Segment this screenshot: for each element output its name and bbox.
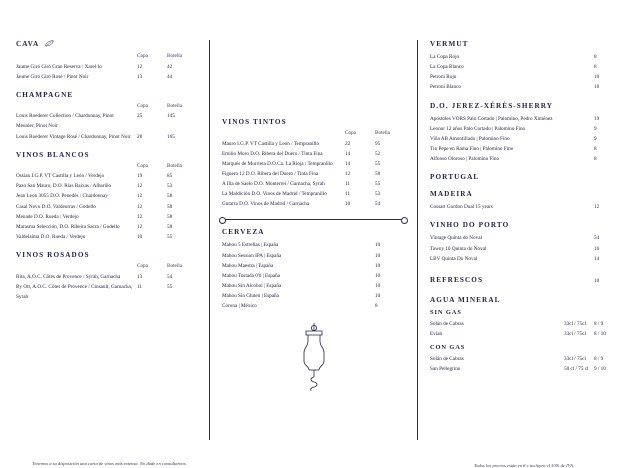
list-item: San Pellegrino 50 cl / 75 cl 9 / 10 [430,366,606,373]
list-item: Cossart Gordon Dual 15 years 12 [430,204,600,211]
section-title-vermut: VERMUT [430,40,469,48]
list-item: A Illa de Saelo D.O. Monterrei / Garnacha, Syrah 11 55 [222,181,381,188]
section-agua-mineral [430,296,624,375]
section-champagne [16,91,197,142]
price-headers: Copa Botella [137,102,182,109]
section-cerveza [222,228,405,311]
list-item: Mauro I.G.P. VT Castilla y León / Tempranillo 22 95 [222,140,381,147]
price-headers: Copa Botella [345,130,390,136]
price-headers: Copa Botella [137,263,182,270]
list-item: Emilio Moro D.O. Ribera del Duero / Tinta Fina 14 52 [222,150,381,157]
list-item: La Copa Rojo 8 [430,54,597,60]
section-cava [16,40,197,82]
list-item: Louis Roederer Vintage Rosé / Chardonnay, Pinot Noir 28 165 [16,133,175,140]
list-item: LBV Quinta Do Noval 14 [430,255,600,262]
section-title-champagne: CHAMPAGNE [16,90,74,99]
list-item: Evian 33cl / 75cl 8 / 10 [430,331,606,337]
section-title-madeira: MADEIRA [430,190,473,199]
list-item: Petroni Rojo 10 [430,74,600,81]
list-item: Figuero 12 D.O. Ribera del Duero / Tinta Fina 12 58 [222,170,381,177]
section-title-cava: CAVA [16,40,197,49]
left-footer-note: Tenemos a su disposición una carta de vinos más extensa. No dude en consultarnos. [32,460,187,466]
list-item: Mahou Session IPA | España 10 [222,252,381,259]
section-vermut [430,40,624,93]
section-title-vinos-rosados: VINOS ROSADOS [16,251,90,260]
list-item: Mahou Tostada 0'0 | España 10 [222,272,381,279]
section-title-jerez: D.O. JEREZ-XÉRÈS-SHERRY [430,101,554,110]
section-madeira [430,190,624,212]
list-item: Vintage Quinta do Noval 54 [430,235,600,242]
section-title-vinos-tintos: VINOS TINTOS [222,118,287,126]
section-vinos-rosados [16,251,197,302]
list-item: Tío Pepe en Rama Fino | Palomino Fino 8 [430,145,597,152]
list-item: Ossian I.G.P. VT Castilla y León / Verdejo 19 85 [16,173,173,180]
list-item: Leonor 12 años Palo Cortado | Palomino Fino 9 [430,125,597,132]
list-item: Mahou Sin Gluten | España 10 [222,293,381,300]
list-item: Casal Novo D.O. Valdeorras / Godello 12 58 [16,203,173,210]
price-headers: Copa Botella [137,162,182,169]
section-title-cerveza: CERVEZA [222,228,265,237]
section-title-vinos-blancos: VINOS BLANCOS [16,150,90,159]
section-vinos-tintos [222,118,405,209]
list-item: Gutarra D.O. Vinos de Madrid / Garnacha 10 54 [222,201,381,208]
list-item: Rita, A.O.C. Côtes de Provence / Syrah, Garnacha 13 54 [16,273,173,280]
list-item: Petroni Blanco 10 [430,84,600,91]
section-vinho-do-porto [430,221,624,263]
list-item: Alfonso Oloroso | Palomino Fino 8 [430,156,597,163]
list-item: Valdelaíma D.O. Rueda / Verdejo 10 55 [16,234,173,241]
section-jerez [430,102,624,165]
list-item: Tawny 10 Quinta do Noval 16 [430,245,600,252]
list-item: Menade D.O. Rueda / Verdejo 12 58 [16,213,173,220]
right-footer-note: Todos los precios están en € e incluyen el 10% de IVA. [473,463,575,468]
list-item: Marasma Selección, D.O. Ribeira Sacra / Godello 12 58 [16,223,173,230]
menu-page [10,40,630,468]
section-vinos-blancos [16,151,197,242]
list-item: Marqués de Murrieta D.O.Ca. La Rioja / Tempranillo 14 55 [222,160,381,167]
list-item: Pazo San Mauro, D.O. Rías Baixas / Albariño 12 53 [16,183,173,190]
list-item: Jaume Giró Giró Rosé / Pinot Noir 13 44 [16,73,173,80]
list-item: Mahou Sin Alcohol | España 10 [222,283,381,290]
leaf-icon [45,40,54,49]
list-item: Louis Roederer Collection / Chardonnay, Pinot Meunier, Pinot Noir 25 145 [16,113,175,130]
section-title-vinho-do-porto: VINHO DO PORTO [430,221,510,230]
section-title-refrescos-row: REFRESCOS 10 [430,275,600,284]
section-divider [222,219,405,220]
list-item: La Maldición D.O. Vinos de Madrid / Tempranillo 11 53 [222,191,381,198]
list-item: Jean Leon 3055 D.O. Penedès / Chardonnay 12 58 [16,193,173,200]
left-column [10,40,210,466]
list-item: Mahou Maestra | España 10 [222,262,381,269]
section-title-portugal: PORTUGAL [430,173,480,182]
list-item: Viña AB Amontillado | Palomino Fino 9 [430,135,597,142]
subsection-con-gas: CON GAS [430,344,466,352]
section-refrescos [430,273,624,287]
price-headers: Copa Botella [137,53,182,59]
list-item: Solán de Cabras 33cl / 75cl 8 / 9 [430,356,604,363]
section-title-agua-mineral: AGUA MINERAL [430,295,501,304]
right-column [418,40,630,468]
list-item: Apóstoles VORS Palo Cortado | Palomino, Pedro Ximénez 19 [430,115,600,122]
list-item: Mahou 5 Estrellas | España 10 [222,242,381,249]
list-item: Jaume Giró Giró Gran Reserva / Xarel·lo 12 42 [16,63,173,70]
middle-column [210,40,418,440]
section-portugal [430,173,624,181]
corkscrew-icon [222,320,405,392]
list-item: Corona | México 8 [222,303,378,310]
list-item: La Copa Blanco 8 [430,64,597,71]
list-item: Solán de Cabras 33cl / 75cl 8 / 9 [430,320,604,327]
list-item: By Ott, A.O.C. Côtes de Provence / Cinsault, Garnacha, Syrah 11 55 [16,283,173,300]
subsection-sin-gas: SIN GAS [430,308,462,316]
